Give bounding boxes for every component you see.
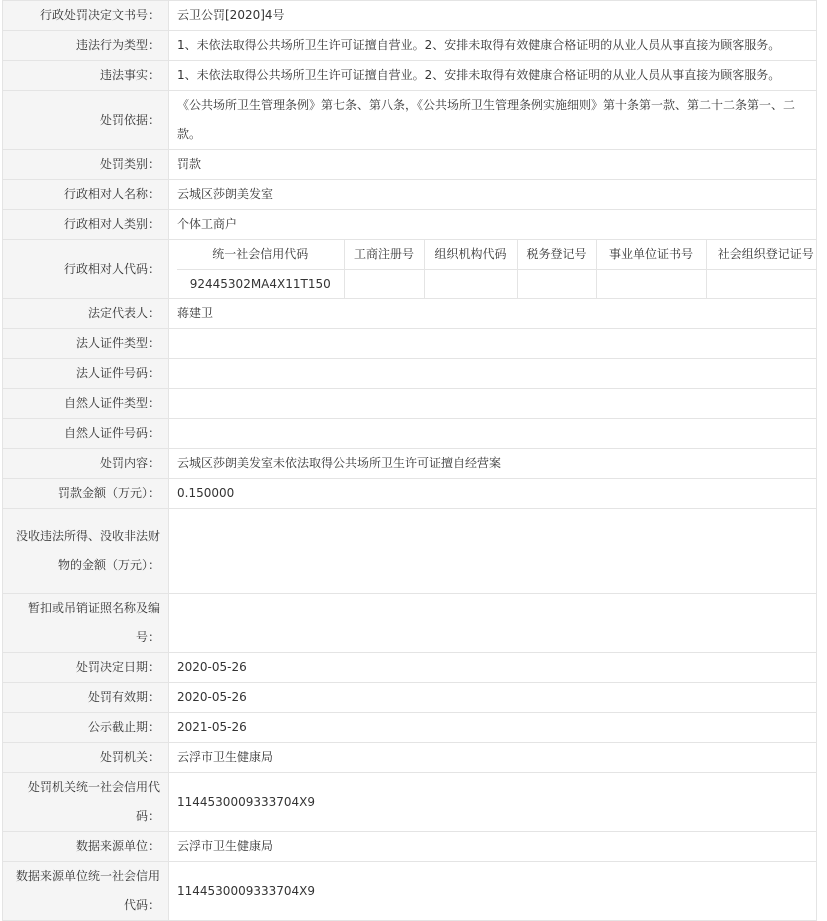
source-code-value: 1144530009333704X9 bbox=[169, 862, 817, 921]
penalty-basis-value: 《公共场所卫生管理条例》第七条、第八条，《公共场所卫生管理条例实施细则》第十条第一款、第二十二条第一、二款。 bbox=[169, 91, 817, 150]
code-value-org bbox=[424, 269, 517, 298]
legal-rep-value: 蒋建卫 bbox=[169, 299, 817, 329]
code-value-institution bbox=[596, 269, 706, 298]
code-header-business-reg: 工商注册号 bbox=[344, 240, 424, 269]
row-source-unit bbox=[3, 832, 817, 862]
party-category-label: 行政相对人类别： bbox=[3, 210, 169, 240]
penalty-content-label: 处罚内容： bbox=[3, 449, 169, 479]
fine-amount-label: 罚款金额（万元）： bbox=[3, 479, 169, 509]
row-decision-no bbox=[3, 1, 817, 31]
publish-end-label: 公示截止期： bbox=[3, 713, 169, 743]
party-code-table bbox=[177, 240, 817, 298]
row-decision-date bbox=[3, 653, 817, 683]
authority-code-value: 1144530009333704X9 bbox=[169, 773, 817, 832]
code-value-business-reg bbox=[344, 269, 424, 298]
source-unit-value: 云浮市卫生健康局 bbox=[169, 832, 817, 862]
row-penalty-category bbox=[3, 150, 817, 180]
code-value-tax bbox=[517, 269, 596, 298]
penalty-content-value: 云城区莎朗美发室未依法取得公共场所卫生许可证擅自经营案 bbox=[169, 449, 817, 479]
code-header-social-org: 社会组织登记证号 bbox=[706, 240, 817, 269]
legal-rep-label: 法定代表人： bbox=[3, 299, 169, 329]
row-authority-code bbox=[3, 773, 817, 832]
row-party-name bbox=[3, 180, 817, 210]
valid-date-label: 处罚有效期： bbox=[3, 683, 169, 713]
license-suspend-value bbox=[169, 594, 817, 653]
row-legal-id-type bbox=[3, 329, 817, 359]
authority-value: 云浮市卫生健康局 bbox=[169, 743, 817, 773]
code-value-social-org bbox=[706, 269, 817, 298]
row-party-code bbox=[3, 240, 817, 299]
code-header-institution: 事业单位证书号 bbox=[596, 240, 706, 269]
penalty-basis-label: 处罚依据： bbox=[3, 91, 169, 150]
violation-facts-value: 1、未依法取得公共场所卫生许可证擅自营业。2、安排未取得有效健康合格证明的从业人员从事直接为顾客服务。 bbox=[169, 61, 817, 91]
code-header-credit: 统一社会信用代码 bbox=[177, 240, 344, 269]
row-legal-id-no bbox=[3, 359, 817, 389]
legal-id-no-value bbox=[169, 359, 817, 389]
code-header-tax: 税务登记号 bbox=[517, 240, 596, 269]
party-code-label: 行政相对人代码： bbox=[3, 240, 169, 299]
natural-id-type-label: 自然人证件类型： bbox=[3, 389, 169, 419]
party-name-label: 行政相对人名称： bbox=[3, 180, 169, 210]
decision-no-value: 云卫公罚[2020]4号 bbox=[169, 1, 817, 31]
natural-id-type-value bbox=[169, 389, 817, 419]
violation-type-label: 违法行为类型： bbox=[3, 31, 169, 61]
legal-id-type-label: 法人证件类型： bbox=[3, 329, 169, 359]
publish-end-value: 2021-05-26 bbox=[169, 713, 817, 743]
row-penalty-content bbox=[3, 449, 817, 479]
code-value-row bbox=[177, 269, 817, 298]
license-suspend-label: 暂扣或吊销证照名称及编号： bbox=[3, 594, 169, 653]
source-unit-label: 数据来源单位： bbox=[3, 832, 169, 862]
row-license-suspend bbox=[3, 594, 817, 653]
decision-date-value: 2020-05-26 bbox=[169, 653, 817, 683]
confiscation-value bbox=[169, 509, 817, 594]
row-legal-rep bbox=[3, 299, 817, 329]
penalty-info-table bbox=[2, 0, 817, 921]
party-category-value: 个体工商户 bbox=[169, 210, 817, 240]
violation-facts-label: 违法事实： bbox=[3, 61, 169, 91]
row-party-category bbox=[3, 210, 817, 240]
valid-date-value: 2020-05-26 bbox=[169, 683, 817, 713]
fine-amount-value: 0.150000 bbox=[169, 479, 817, 509]
violation-type-value: 1、未依法取得公共场所卫生许可证擅自营业。2、安排未取得有效健康合格证明的从业人员从事直接为顾客服务。 bbox=[169, 31, 817, 61]
natural-id-no-value bbox=[169, 419, 817, 449]
row-confiscation bbox=[3, 509, 817, 594]
row-natural-id-no bbox=[3, 419, 817, 449]
row-publish-end bbox=[3, 713, 817, 743]
row-natural-id-type bbox=[3, 389, 817, 419]
code-header-row bbox=[177, 240, 817, 269]
party-code-cell bbox=[169, 240, 817, 299]
row-fine-amount bbox=[3, 479, 817, 509]
penalty-category-label: 处罚类别： bbox=[3, 150, 169, 180]
decision-date-label: 处罚决定日期： bbox=[3, 653, 169, 683]
row-penalty-basis bbox=[3, 91, 817, 150]
natural-id-no-label: 自然人证件号码： bbox=[3, 419, 169, 449]
authority-code-label: 处罚机关统一社会信用代码： bbox=[3, 773, 169, 832]
row-violation-facts bbox=[3, 61, 817, 91]
authority-label: 处罚机关： bbox=[3, 743, 169, 773]
party-name-value: 云城区莎朗美发室 bbox=[169, 180, 817, 210]
row-source-code bbox=[3, 862, 817, 921]
confiscation-label: 没收违法所得、没收非法财物的金额（万元）： bbox=[3, 509, 169, 594]
source-code-label: 数据来源单位统一社会信用代码： bbox=[3, 862, 169, 921]
row-authority bbox=[3, 743, 817, 773]
decision-no-label: 行政处罚决定文书号： bbox=[3, 1, 169, 31]
penalty-category-value: 罚款 bbox=[169, 150, 817, 180]
code-header-org: 组织机构代码 bbox=[424, 240, 517, 269]
row-valid-date bbox=[3, 683, 817, 713]
legal-id-type-value bbox=[169, 329, 817, 359]
legal-id-no-label: 法人证件号码： bbox=[3, 359, 169, 389]
row-violation-type bbox=[3, 31, 817, 61]
code-value-credit: 92445302MA4X11T150 bbox=[177, 269, 344, 298]
